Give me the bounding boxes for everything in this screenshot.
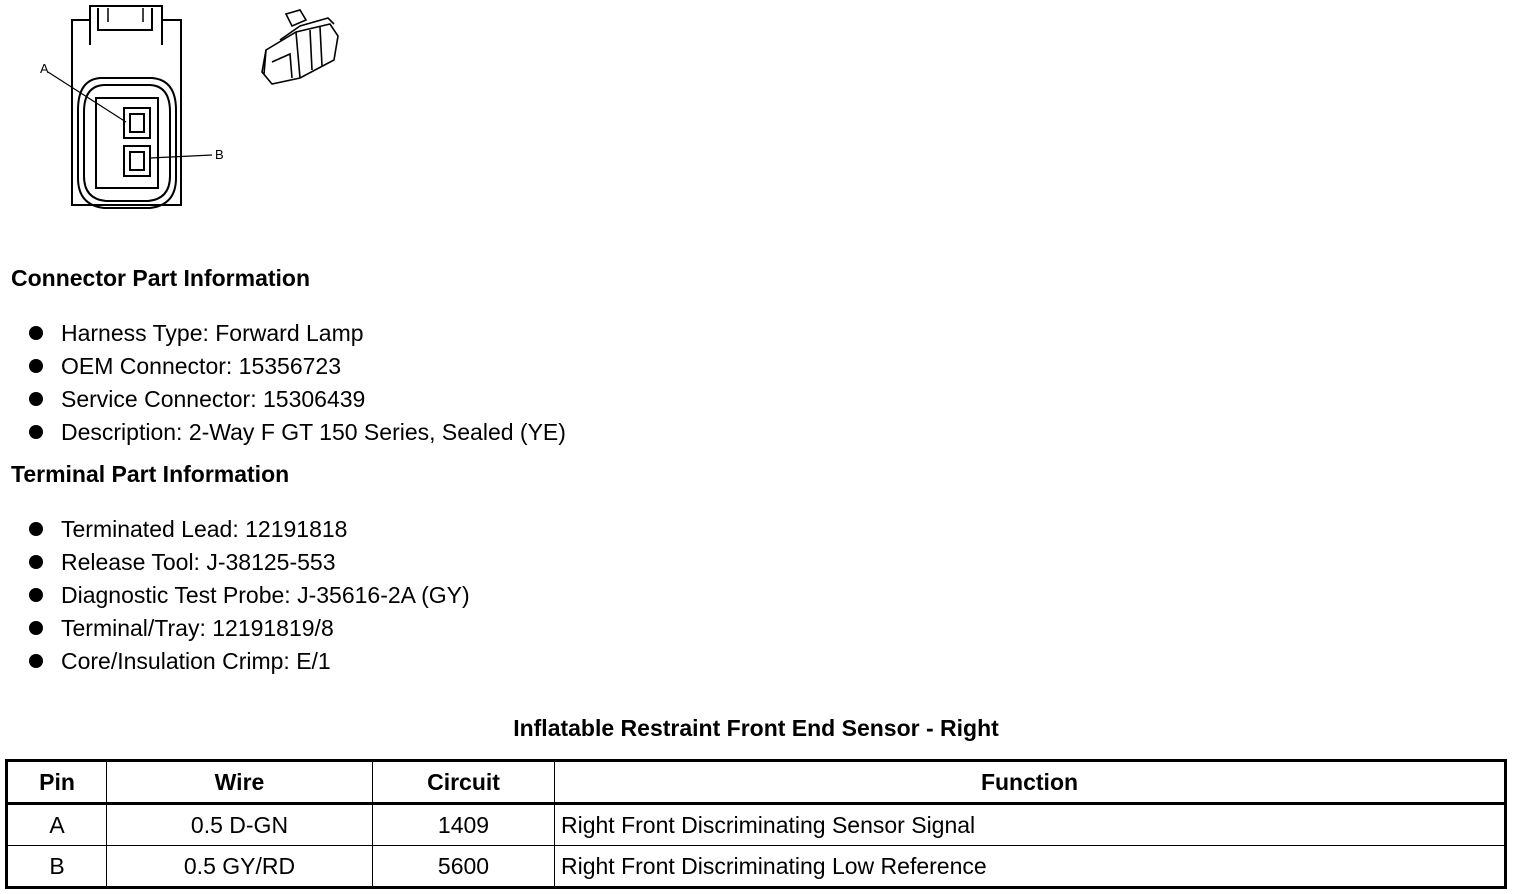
- header-circuit: Circuit: [373, 761, 555, 804]
- cell-circuit: 5600: [373, 846, 555, 888]
- bullet-icon: [29, 425, 43, 439]
- bullet-icon: [29, 326, 43, 340]
- table-header-row: [7, 761, 1506, 804]
- bullet-icon: [29, 621, 43, 635]
- bullet-icon: [29, 359, 43, 373]
- bullet-icon: [29, 654, 43, 668]
- list-item: OEM Connector: 15356723: [29, 353, 566, 386]
- bullet-icon: [29, 392, 43, 406]
- list-item: Core/Insulation Crimp: E/1: [29, 648, 470, 681]
- connector-info-heading: Connector Part Information: [11, 265, 311, 291]
- header-function: Function: [555, 761, 1506, 804]
- cell-circuit: 1409: [373, 804, 555, 846]
- header-pin: Pin: [7, 761, 107, 804]
- table-row: [7, 846, 1506, 888]
- connector-info-list: [29, 320, 566, 452]
- bullet-icon: [29, 555, 43, 569]
- cell-pin: A: [7, 804, 107, 846]
- table-row: [7, 804, 1506, 846]
- list-item: Release Tool: J-38125-553: [29, 549, 470, 582]
- cell-function: Right Front Discriminating Low Reference: [555, 846, 1506, 888]
- pin-table-title: Inflatable Restraint Front End Sensor - Right: [513, 715, 999, 741]
- header-wire: Wire: [107, 761, 373, 804]
- cell-function: Right Front Discriminating Sensor Signal: [555, 804, 1506, 846]
- pin-label-b: B: [215, 147, 224, 162]
- terminal-info-heading: Terminal Part Information: [11, 461, 290, 487]
- list-item: Harness Type: Forward Lamp: [29, 320, 566, 353]
- terminal-info-list: [29, 516, 470, 681]
- pin-label-a: A: [40, 61, 49, 76]
- cell-pin: B: [7, 846, 107, 888]
- pin-table: [5, 759, 1507, 889]
- list-item: Diagnostic Test Probe: J-35616-2A (GY): [29, 582, 470, 615]
- list-item: Terminal/Tray: 12191819/8: [29, 615, 470, 648]
- list-item: Service Connector: 15306439: [29, 386, 566, 419]
- bullet-icon: [29, 588, 43, 602]
- connector-3d-thumbnail: [0, 0, 345, 90]
- bullet-icon: [29, 522, 43, 536]
- cell-wire: 0.5 GY/RD: [107, 846, 373, 888]
- list-item: Description: 2-Way F GT 150 Series, Sealed (YE): [29, 419, 566, 452]
- list-item: Terminated Lead: 12191818: [29, 516, 470, 549]
- cell-wire: 0.5 D-GN: [107, 804, 373, 846]
